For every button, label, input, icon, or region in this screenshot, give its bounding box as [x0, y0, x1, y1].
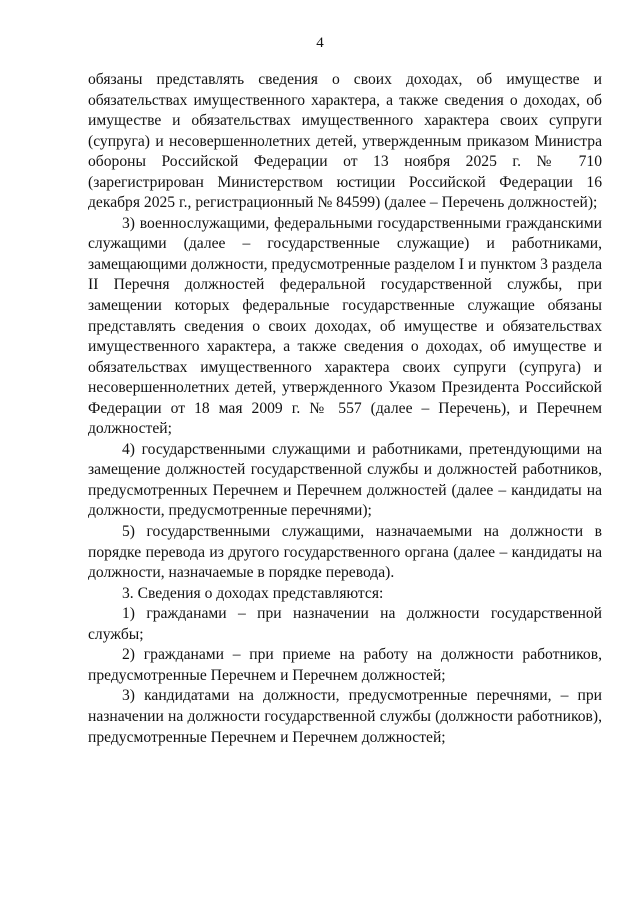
paragraph-item-3: 3) военнослужащими, федеральными государственными гражданскими служащими (далее – государственные служащие) и работниками, замещающими должности, предусмотренные разделом I и пунктом 3 раздела II Перечня должностей федеральной государственной службы, при замещении которых федеральные государственные служащие обязаны представлять сведения о своих доходах, об имуществе и обязательствах имущественного характера, а также сведения о доходах, об имуществе и обязательствах имущественного характера своих супруги (супруга) и несовершеннолетних детей, утвержденного Указом Президента Российской Федерации от 18 мая 2009 г. № 557 (далее – Перечень), и Перечнем должностей; [88, 214, 602, 438]
section-3-item-1: 1) гражданами – при назначении на должности государственной службы; [88, 605, 602, 643]
document-body [88, 70, 602, 748]
page-number: 4 [316, 35, 324, 51]
section-3-heading: 3. Сведения о доходах представляются: [122, 584, 384, 602]
paragraph-item-4: 4) государственными служащими и работниками, претендующими на замещение должностей государственной службы и должностей работников, предусмотренных Перечнем и Перечнем должностей (далее – кандидаты на должности, предусмотренные перечнями); [88, 440, 602, 520]
paragraph-item-5: 5) государственными служащими, назначаемыми на должности в порядке перевода из другого государственного органа (далее – кандидаты на должности, назначаемые в порядке перевода). [88, 523, 602, 582]
section-3-item-3: 3) кандидатами на должности, предусмотренные перечнями, – при назначении на должности государственной службы (должности работников), предусмотренные Перечнем и Перечнем должностей; [88, 687, 602, 746]
paragraph-continuation: обязаны представлять сведения о своих доходах, об имуществе и обязательствах имущественного характера, а также сведения о доходах, об имуществе и обязательствах имущественного характера своих супруги (супруга) и несовершеннолетних детей, утвержденным приказом Министра обороны Российской Федерации от 13 ноября 2025 г. № 710 (зарегистрирован Министерством юстиции Российской Федерации 16 декабря 2025 г., регистрационный № 84599) (далее – Перечень должностей); [88, 71, 602, 212]
section-3-item-2: 2) гражданами – при приеме на работу на должности работников, предусмотренные Перечнем и Перечнем должностей; [88, 646, 602, 684]
